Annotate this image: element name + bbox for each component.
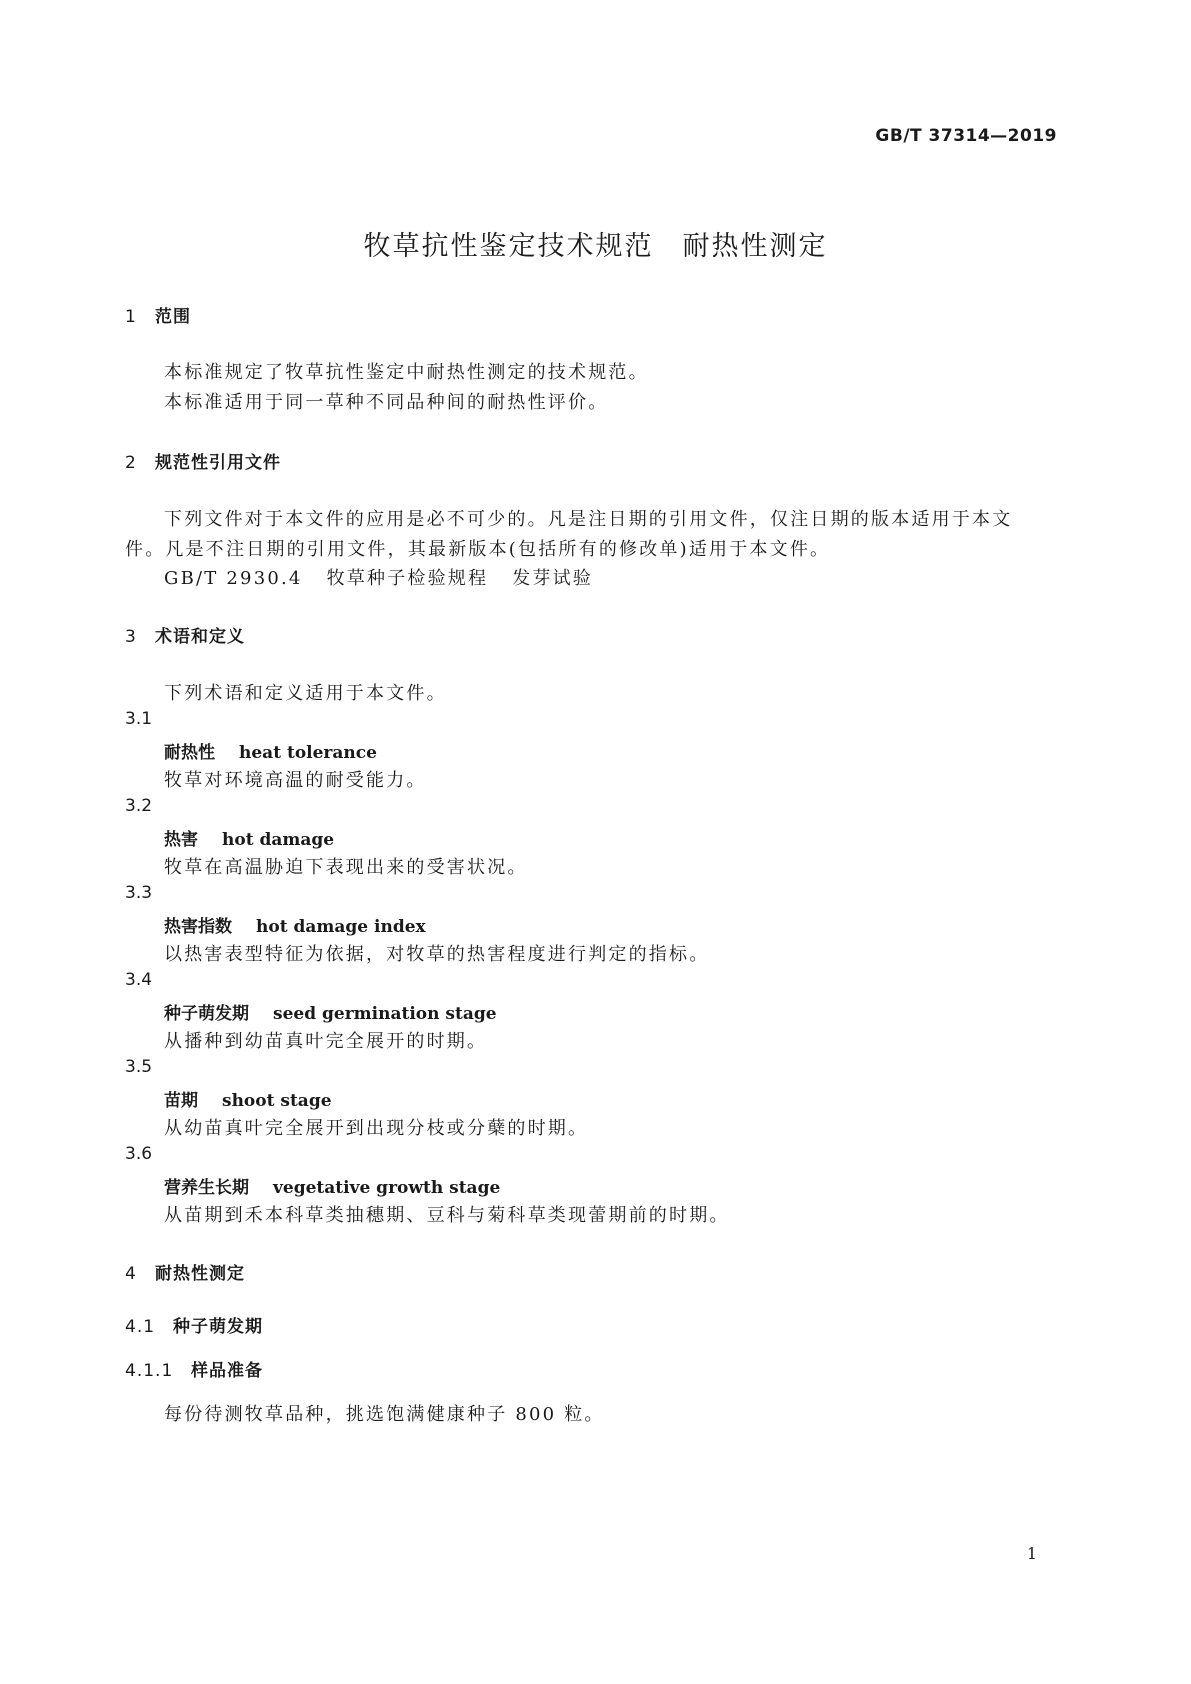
term-number: 3.1 — [125, 709, 153, 729]
term-number: 3.2 — [125, 796, 153, 816]
subsection-4-1-heading: 4.1 种子萌发期 — [125, 1317, 263, 1337]
section-4-paragraph: 每份待测牧草品种，挑选饱满健康种子 800 粒。 — [164, 1404, 605, 1425]
section-2-paragraph-line2: 件。凡是不注日期的引用文件，其最新版本(包括所有的修改单)适用于本文件。 — [125, 539, 831, 560]
term-definition: 从播种到幼苗真叶完全展开的时期。 — [164, 1031, 488, 1052]
normative-reference: GB/T 2930.4 牧草种子检验规程 发芽试验 — [164, 568, 594, 589]
term-name: 热害 hot damage — [164, 830, 335, 850]
term-name: 营养生长期 vegetative growth stage — [164, 1178, 501, 1198]
term-number: 3.5 — [125, 1057, 153, 1077]
section-1-paragraph: 本标准适用于同一草种不同品种间的耐热性评价。 — [164, 392, 609, 413]
section-2-heading: 2 规范性引用文件 — [125, 453, 281, 473]
term-definition: 牧草在高温胁迫下表现出来的受害状况。 — [164, 857, 528, 878]
term-name: 种子萌发期 seed germination stage — [164, 1004, 497, 1024]
term-definition: 从苗期到禾本科草类抽穗期、豆科与菊科草类现蕾期前的时期。 — [164, 1205, 730, 1226]
section-1-heading: 1 范围 — [125, 307, 191, 327]
term-definition: 牧草对环境高温的耐受能力。 — [164, 770, 427, 791]
term-number: 3.4 — [125, 970, 153, 990]
term-number: 3.6 — [125, 1144, 153, 1164]
term-name: 苗期 shoot stage — [164, 1091, 332, 1111]
document-title: 牧草抗性鉴定技术规范 耐热性测定 — [363, 231, 828, 262]
section-2-paragraph-line1: 下列文件对于本文件的应用是必不可少的。凡是注日期的引用文件，仅注日期的版本适用于本文 — [164, 509, 1013, 530]
section-3-heading: 3 术语和定义 — [125, 627, 245, 647]
page-number: 1 — [1026, 1544, 1037, 1563]
section-4-heading: 4 耐热性测定 — [125, 1264, 245, 1284]
section-3-intro: 下列术语和定义适用于本文件。 — [164, 683, 447, 704]
section-1-paragraph: 本标准规定了牧草抗性鉴定中耐热性测定的技术规范。 — [164, 362, 649, 383]
term-definition: 从幼苗真叶完全展开到出现分枝或分蘖的时期。 — [164, 1118, 589, 1139]
subsection-4-1-1-heading: 4.1.1 样品准备 — [125, 1361, 263, 1381]
term-name: 热害指数 hot damage index — [164, 917, 426, 937]
standard-code: GB/T 37314—2019 — [875, 126, 1057, 146]
term-number: 3.3 — [125, 883, 153, 903]
term-name: 耐热性 heat tolerance — [164, 743, 377, 763]
term-definition: 以热害表型特征为依据，对牧草的热害程度进行判定的指标。 — [164, 944, 710, 965]
